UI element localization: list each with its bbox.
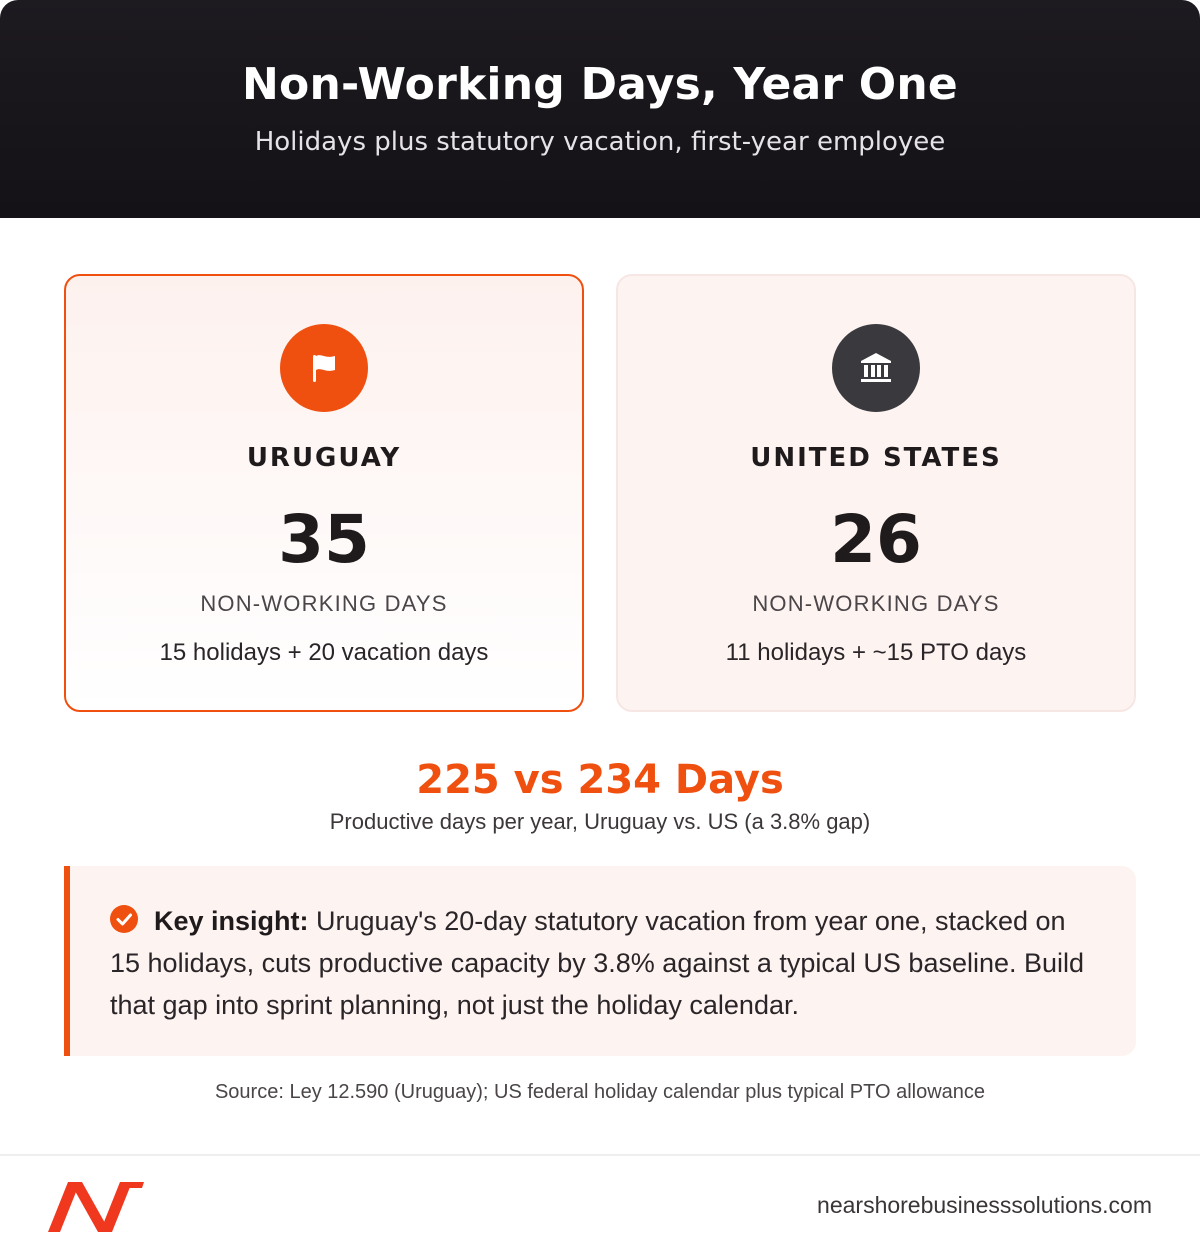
card-value: 26 [830,501,922,578]
comparison-headline: 225 vs 234 Days [416,757,784,803]
comparison-cards [64,274,1136,712]
card-breakdown: 15 holidays + 20 vacation days [159,639,489,666]
card-breakdown: 11 holidays + ~15 PTO days [725,639,1027,666]
card-unit: NON-WORKING DAYS [200,591,448,616]
card-country: UNITED STATES [750,443,1002,473]
card-value: 35 [278,501,370,578]
flag-icon [280,324,368,412]
check-circle-icon [110,905,138,933]
government-building-icon [832,324,920,412]
header [0,0,1200,218]
brand-logo-icon [48,1182,144,1237]
key-insight-callout [64,866,1136,1056]
insight-label: Key insight: [154,906,309,936]
card-unit: NON-WORKING DAYS [752,591,1000,616]
source-note: Source: Ley 12.590 (Uruguay); US federal holiday calendar plus typical PTO allowance [214,1081,986,1103]
footer [0,1154,1200,1252]
card-uruguay [64,274,584,712]
insight-text: Uruguay's 20-day statutory vacation from year one, stacked on 15 holidays, cuts productive capacity by 3.8% against a typical US baseline. Build that gap into sprint planning, not just the holiday calendar. [110,906,1085,1020]
card-country: URUGUAY [246,443,402,473]
page-subtitle: Holidays plus statutory vacation, first-year employee [254,127,946,157]
page-title: Non-Working Days, Year One [242,59,958,110]
comparison-caption: Productive days per year, Uruguay vs. US (a 3.8% gap) [329,809,871,834]
productive-days-comparison [0,756,1200,836]
website-link[interactable]: nearshorebusinesssolutions.com [817,1192,1152,1218]
card-united-states [616,274,1136,712]
